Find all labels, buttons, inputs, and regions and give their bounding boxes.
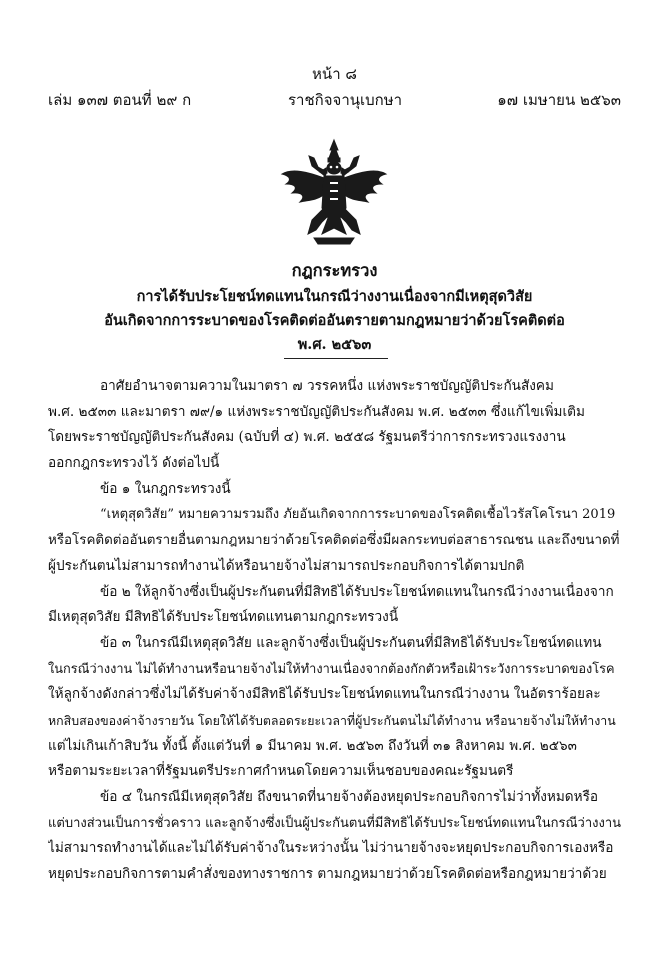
- body-line: พ.ศ. ๒๕๓๓ และมาตรา ๗๙/๑ แห่งพระราชบัญญัติประกันสังคม พ.ศ. ๒๕๓๓ ซึ่งแก้ไขเพิ่มเติม: [48, 403, 585, 420]
- clause-heading: ข้อ ๔ ในกรณีมีเหตุสุดวิสัย ถึงขนาดที่นายจ้างต้องหยุดประกอบกิจการไม่ว่าทั้งหมดหรือ: [100, 789, 599, 805]
- body-line: ออกกฎกระทรวงไว้ ดังต่อไปนี้: [48, 455, 220, 472]
- page-number: หน้า ๘: [312, 65, 357, 83]
- gazette-name: ราชกิจจานุเบกษา: [288, 91, 403, 109]
- body-line: แต่บางส่วนเป็นการชั่วคราว และลูกจ้างซึ่งเป็นผู้ประกันตนที่มีสิทธิได้รับประโยชน์ทดแทนในกรณีว่างงาน: [48, 815, 621, 831]
- publication-date: ๑๗ เมษายน ๒๕๖๓: [497, 91, 621, 109]
- body-line: ในกรณีว่างงาน ไม่ได้ทำงานหรือนายจ้างไม่ให้ทำงานเนื่องจากต้องกักตัวหรือเฝ้าระวังการระบาดของโรค: [48, 661, 615, 677]
- subtitle-year: พ.ศ. ๒๕๖๓: [297, 336, 372, 353]
- body-line: ผู้ประกันตนไม่สามารถทำงานได้หรือนายจ้างไม่สามารถประกอบกิจการได้ตามปกติ: [48, 557, 525, 574]
- gazette-header-row: [48, 88, 621, 108]
- subtitle-line: การได้รับประโยชน์ทดแทนในกรณีว่างงานเนื่องจากมีเหตุสุดวิสัย: [136, 288, 533, 305]
- document-title: กฎกระทรวง: [291, 261, 378, 280]
- body-line: มีเหตุสุดวิสัย มีสิทธิได้รับประโยชน์ทดแทนตามกฎกระทรวงนี้: [48, 609, 399, 626]
- body-line: หยุดประกอบกิจการตามคำสั่งของทางราชการ ตามกฎหมายว่าด้วยโรคติดต่อหรือกฎหมายว่าด้วย: [48, 866, 607, 883]
- body-line: โดยพระราชบัญญัติประกันสังคม (ฉบับที่ ๔) พ.ศ. ๒๕๕๘ รัฐมนตรีว่าการกระทรวงแรงงาน: [48, 429, 566, 446]
- body-line: อาศัยอำนาจตามความในมาตรา ๗ วรรคหนึ่ง แห่งพระราชบัญญัติประกันสังคม: [100, 378, 554, 394]
- clause-heading: ข้อ ๑ ในกฎกระทรวงนี้: [100, 480, 231, 497]
- subtitle-line: อันเกิดจากการระบาดของโรคติดต่ออันตรายตามกฎหมายว่าด้วยโรคติดต่อ: [104, 312, 565, 329]
- body-line: ไม่สามารถทำงานได้และไม่ได้รับค่าจ้างในระหว่างนั้น ไม่ว่านายจ้างจะหยุดประกอบกิจการเองหรือ: [48, 840, 614, 857]
- title-divider: [284, 358, 388, 359]
- body-line: หรือโรคติดต่ออันตรายอื่นตามกฎหมายว่าด้วยโรคติดต่อซึ่งมีผลกระทบต่อสาธารณชน และถึงขนาดที่: [48, 533, 620, 549]
- volume-issue: เล่ม ๑๓๗ ตอนที่ ๒๙ ก: [48, 91, 192, 109]
- clause-heading: ข้อ ๒ ให้ลูกจ้างซึ่งเป็นผู้ประกันตนที่มีสิทธิได้รับประโยชน์ทดแทนในกรณีว่างงานเนื่องจาก: [100, 583, 614, 600]
- body-line: หรือตามระยะเวลาที่รัฐมนตรีประกาศกำหนดโดยความเห็นชอบของคณะรัฐมนตรี: [48, 763, 514, 780]
- body-line: “เหตุสุดวิสัย” หมายความรวมถึง ภัยอันเกิดจากการระบาดของโรคติดเชื้อไวรัสโคโรนา 2019: [100, 507, 616, 523]
- clause-heading: ข้อ ๓ ในกรณีมีเหตุสุดวิสัย และลูกจ้างซึ่งเป็นผู้ประกันตนที่มีสิทธิได้รับประโยชน์ทดแทน: [100, 634, 602, 651]
- regulation-body: [48, 374, 621, 888]
- body-line: แต่ไม่เกินเก้าสิบวัน ทั้งนี้ ตั้งแต่วันที่ ๑ มีนาคม พ.ศ. ๒๕๖๓ ถึงวันที่ ๓๑ สิงหาคม พ.ศ. ๒๕๖๓: [48, 737, 577, 754]
- body-line: ให้ลูกจ้างดังกล่าวซึ่งไม่ได้รับค่าจ้างมีสิทธิได้รับประโยชน์ทดแทนในกรณีว่างงาน ในอัตราร้อยละ: [48, 686, 601, 703]
- body-line: หกสิบสองของค่าจ้างรายวัน โดยให้ได้รับตลอดระยะเวลาที่ผู้ประกันตนไม่ได้ทำงาน หรือนายจ้างไม่ให้ทำงาน: [48, 712, 616, 728]
- garuda-emblem-icon: [278, 138, 390, 248]
